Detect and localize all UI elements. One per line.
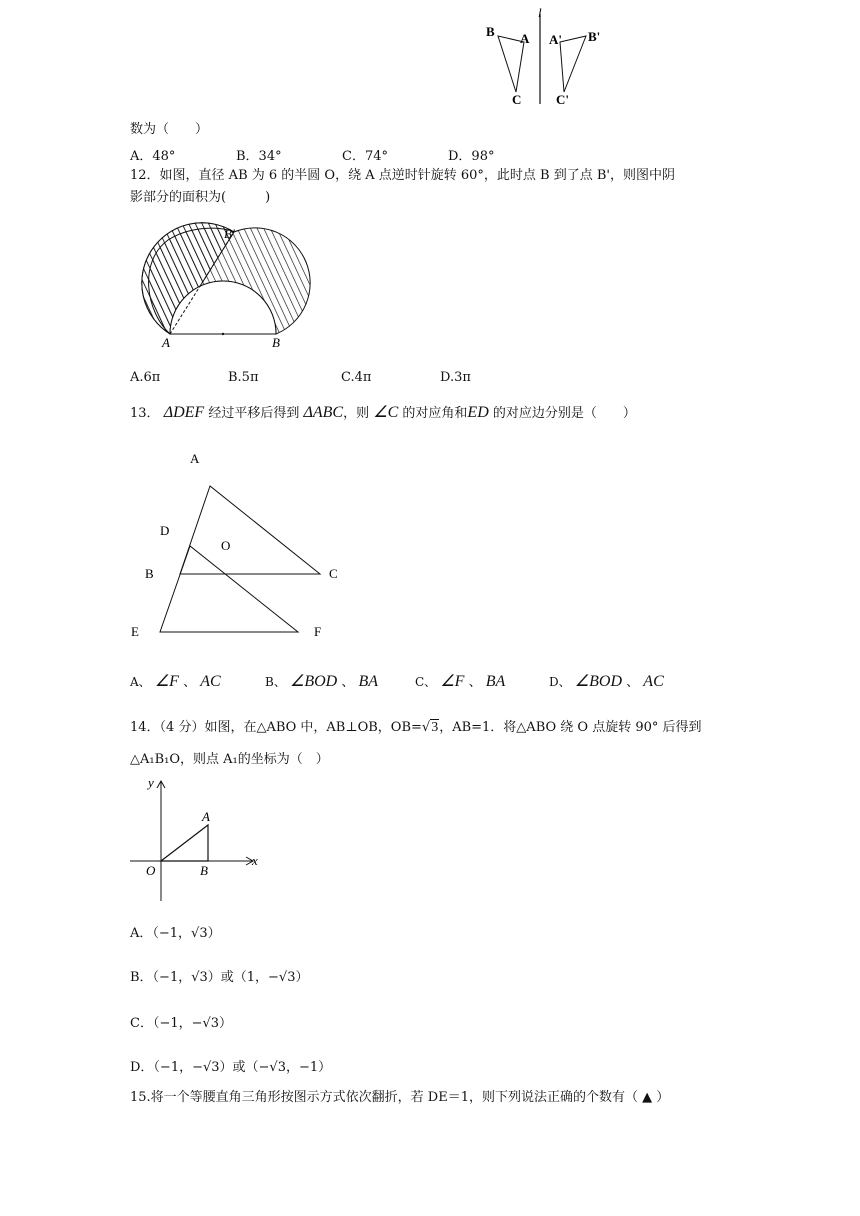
q13-text3: 的对应角和 xyxy=(402,406,468,421)
q13-number: 13． xyxy=(130,406,160,421)
option-part2: BA xyxy=(358,673,379,690)
label-y: y xyxy=(148,775,154,790)
option-letter: D、 xyxy=(549,675,571,689)
q14-option-c: C．（−1，−√3） xyxy=(130,1016,233,1031)
q11-option-c: C．74° xyxy=(342,149,388,164)
option-part1: ∠F xyxy=(154,673,179,690)
label-x: x xyxy=(252,853,258,868)
q14-option-d: D．（−1，−√3）或（−√3，−1） xyxy=(130,1060,332,1075)
option-part1: ∠BOD xyxy=(574,673,622,690)
q13-triangle-def: ΔDEF xyxy=(163,404,205,421)
triangle-def-fig xyxy=(160,546,298,632)
label-b-prime: B' xyxy=(224,226,235,241)
q12-option-d: D.3π xyxy=(440,370,471,385)
label-a: A xyxy=(202,809,210,824)
label-e: E xyxy=(131,624,139,639)
option-letter: C、 xyxy=(415,675,437,689)
label-c-prime: C' xyxy=(556,92,569,107)
q13-segment-ed: ED xyxy=(467,404,489,421)
label-c: C xyxy=(329,566,338,581)
q13-option-c xyxy=(415,671,505,691)
q14-text-b: ，AB=1．将△ABO 绕 O 点旋转 90° 后得到 xyxy=(439,720,702,735)
q14-stem-line2: △A₁B₁O，则点 A₁的坐标为（ ） xyxy=(130,752,329,767)
triangle-abc-fig xyxy=(180,486,320,574)
q13-option-b xyxy=(265,671,378,691)
semicircle-rotation-figure xyxy=(128,222,298,352)
coordinate-figure xyxy=(128,775,268,905)
q15-stem: 15.将一个等腰直角三角形按图示方式依次翻折，若 DE＝1，则下列说法正确的个数有（ ▲ ） xyxy=(130,1090,670,1105)
q11-option-d: D．98° xyxy=(448,149,495,164)
label-a: A xyxy=(162,335,170,350)
triangle-a2b2c2 xyxy=(560,36,586,92)
option-separator: 、 xyxy=(183,675,197,690)
label-b: B xyxy=(486,24,495,39)
q13-triangle-abc: ΔABC xyxy=(303,404,344,421)
q12-stem-line2: 影部分的面积为( ) xyxy=(130,190,271,205)
label-a: A xyxy=(190,451,200,466)
q13-text4: 的对应边分别是（ ） xyxy=(492,406,636,421)
q14-option-a: A．（−1，√3） xyxy=(130,926,221,941)
q12-option-a: A.6π xyxy=(130,370,161,385)
option-part2: AC xyxy=(200,673,221,690)
label-f: F xyxy=(314,624,322,639)
q13-text2: ，则 xyxy=(343,406,370,421)
sqrt-3: √3 xyxy=(421,720,439,735)
q11-stem-tail: 数为（ ） xyxy=(130,122,209,137)
label-b: B xyxy=(145,566,154,581)
q13-angle-c: ∠C xyxy=(373,404,399,421)
option-separator: 、 xyxy=(626,675,640,690)
q14-stem-line1 xyxy=(130,719,702,737)
option-part1: ∠BOD xyxy=(289,673,338,690)
option-separator: 、 xyxy=(468,675,482,690)
option-part2: AC xyxy=(643,673,664,690)
q14-option-b: B．（−1，√3）或（1，−√3） xyxy=(130,970,309,985)
q11-option-b: B．34° xyxy=(236,149,282,164)
q14-text-a: 14．（4 分）如图，在△ABO 中，AB⊥OB，OB= xyxy=(130,720,422,735)
q12-stem-line1: 12．如图，直径 AB 为 6 的半圆 O，绕 A 点逆时针旋转 60°，此时点 B 到了点 B'，则图中阴 xyxy=(130,168,675,183)
label-c: C xyxy=(512,92,522,107)
triangle-abo xyxy=(161,825,208,861)
translation-figure xyxy=(130,445,360,645)
q13-option-d xyxy=(549,671,664,691)
label-a: A xyxy=(520,31,530,46)
q13-option-a xyxy=(130,671,221,691)
q13-text1: 经过平移后得到 xyxy=(208,406,300,421)
q11-option-a: A．48° xyxy=(130,149,176,164)
label-d: D xyxy=(160,523,170,538)
label-b: B xyxy=(272,335,280,350)
option-separator: 、 xyxy=(341,675,355,690)
label-o: O xyxy=(221,538,231,553)
option-part1: ∠F xyxy=(440,673,465,690)
label-b-prime: B' xyxy=(588,29,601,44)
q12-option-c: C.4π xyxy=(341,370,372,385)
label-b: B xyxy=(200,863,208,878)
label-o: O xyxy=(146,863,156,878)
q13-stem xyxy=(130,402,636,425)
option-part2: BA xyxy=(485,673,506,690)
label-l: l xyxy=(538,5,542,20)
option-letter: A、 xyxy=(130,675,151,689)
q12-option-b: B.5π xyxy=(228,370,259,385)
option-letter: B、 xyxy=(265,675,286,689)
reflection-figure xyxy=(480,5,610,108)
label-a-prime: A' xyxy=(549,32,562,47)
